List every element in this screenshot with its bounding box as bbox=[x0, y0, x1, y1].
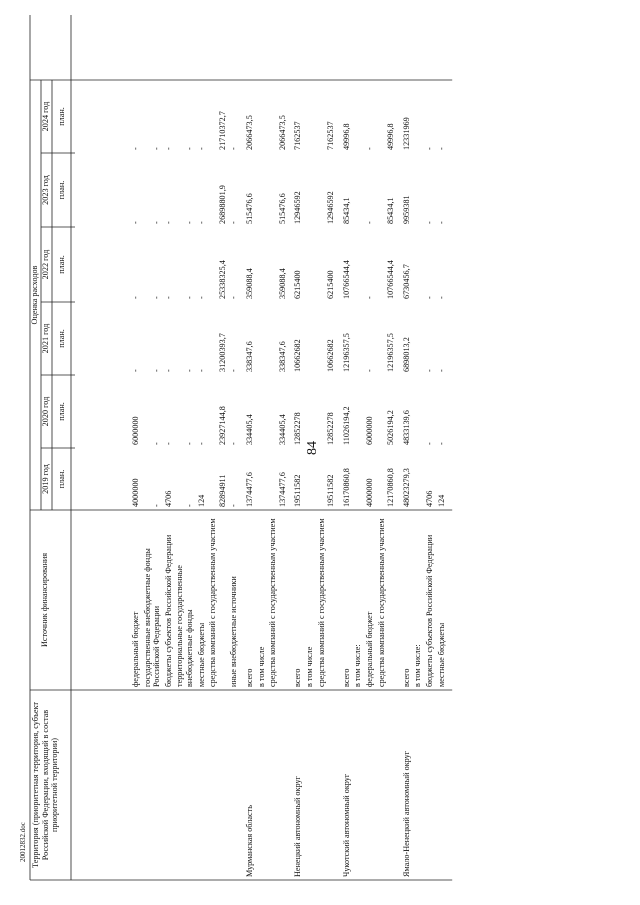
value-cell: 21710372,7 bbox=[217, 111, 227, 150]
value-cell: - bbox=[425, 221, 434, 224]
value-cell: - bbox=[229, 296, 239, 299]
value-cell: - bbox=[131, 369, 140, 372]
value-cell: - bbox=[185, 147, 194, 150]
value-cell: - bbox=[196, 147, 206, 150]
plan-label: план. bbox=[57, 107, 66, 126]
value-cell: 49996,8 bbox=[341, 123, 351, 150]
plan-label: план. bbox=[57, 329, 66, 348]
source-cell: всего bbox=[293, 668, 303, 687]
value-cell: 19511582 bbox=[293, 474, 303, 507]
source-cell: средства компаний с государственным участием bbox=[316, 518, 326, 687]
expenditure-table bbox=[30, 15, 615, 880]
source-cell: средства компаний с государственным участием bbox=[376, 518, 386, 687]
territory-cell: Ямало-Ненецкий автономный округ bbox=[401, 750, 411, 877]
value-cell: - bbox=[131, 296, 140, 299]
value-cell: 9959381 bbox=[401, 195, 411, 224]
value-cell: 49996,8 bbox=[386, 123, 396, 150]
value-cell: 4706 bbox=[425, 490, 434, 507]
plan-label: план. bbox=[57, 255, 66, 274]
value-cell: 12852278 bbox=[326, 412, 336, 445]
value-cell: - bbox=[229, 504, 239, 507]
value-cell: 10662682 bbox=[293, 339, 303, 372]
source-cell: всего bbox=[245, 668, 254, 687]
value-cell: 23927144,8 bbox=[217, 406, 227, 445]
value-cell: - bbox=[131, 147, 140, 150]
value-cell: - bbox=[229, 221, 239, 224]
source-cell: бюджеты субъектов Российской Федерации bbox=[163, 534, 173, 687]
value-cell: 25338325,4 bbox=[217, 260, 227, 299]
value-cell: 124 bbox=[196, 494, 206, 507]
value-cell: 334405,4 bbox=[277, 414, 287, 445]
value-cell: - bbox=[163, 442, 173, 445]
value-cell: 7162537 bbox=[326, 121, 336, 150]
value-cell: - bbox=[163, 147, 173, 150]
plan-label: план. bbox=[57, 469, 66, 489]
value-cell: - bbox=[425, 147, 434, 150]
source-cell: территориальные государственные внебюджетные фонды bbox=[175, 565, 194, 687]
source-header: Источник финансирования bbox=[40, 553, 49, 648]
source-cell: в том числе bbox=[256, 646, 266, 687]
page-number: 84 bbox=[305, 441, 320, 455]
source-cell: всего bbox=[341, 668, 351, 687]
value-cell: - bbox=[436, 221, 446, 224]
value-cell: - bbox=[365, 221, 374, 224]
value-cell: 334405,4 bbox=[245, 414, 254, 445]
table-grid bbox=[30, 15, 615, 880]
year-header-2021: 2021 год bbox=[41, 323, 50, 354]
value-cell: 12196357,5 bbox=[341, 333, 351, 372]
plan-label: план. bbox=[57, 180, 66, 200]
value-cell: - bbox=[163, 221, 173, 224]
source-cell: в том числе bbox=[305, 646, 314, 687]
value-cell: - bbox=[185, 369, 194, 372]
value-cell: - bbox=[436, 296, 446, 299]
value-cell: 359088,4 bbox=[277, 268, 287, 299]
value-cell: - bbox=[196, 221, 206, 224]
plan-label: план. bbox=[57, 402, 66, 421]
value-cell: 4706 bbox=[163, 490, 173, 507]
value-cell: - bbox=[185, 296, 194, 299]
value-cell: 4000000 bbox=[365, 478, 374, 507]
value-cell: - bbox=[425, 296, 434, 299]
value-cell: - bbox=[425, 369, 434, 372]
value-cell: 6215400 bbox=[326, 270, 336, 299]
value-cell: - bbox=[436, 369, 446, 372]
year-header-2024: 2024 год bbox=[41, 101, 50, 132]
value-cell: - bbox=[365, 147, 374, 150]
value-cell: 6898013,2 bbox=[401, 337, 411, 372]
value-cell: - bbox=[196, 296, 206, 299]
value-cell: 359088,4 bbox=[245, 268, 254, 299]
value-cell: 4833139,6 bbox=[401, 410, 411, 445]
territory-cell: Мурманская область bbox=[245, 805, 254, 877]
value-cell: - bbox=[152, 369, 162, 372]
source-cell: федеральный бюджет bbox=[131, 611, 140, 687]
value-cell: - bbox=[436, 442, 446, 445]
value-cell: 4000000 bbox=[131, 478, 140, 507]
value-cell: - bbox=[196, 442, 206, 445]
value-cell: 5026194,2 bbox=[386, 410, 396, 445]
value-cell: 515476,6 bbox=[245, 193, 254, 224]
value-cell: - bbox=[152, 147, 162, 150]
value-cell: - bbox=[229, 442, 239, 445]
value-cell: 19511582 bbox=[326, 474, 336, 507]
value-cell: - bbox=[229, 147, 239, 150]
value-cell: 12170860,8 bbox=[386, 468, 396, 507]
value-cell: 82894911 bbox=[217, 474, 227, 507]
year-header-2020: 2020 год bbox=[41, 396, 50, 427]
source-cell: средства компаний с государственным участием bbox=[268, 518, 278, 687]
value-cell: 10662682 bbox=[326, 339, 336, 372]
value-cell: 26898801,9 bbox=[217, 185, 227, 224]
source-cell: федеральный бюджет bbox=[365, 611, 374, 687]
value-cell: - bbox=[152, 296, 162, 299]
value-cell: 48023279,3 bbox=[401, 468, 411, 507]
territory-cell: Чукотский автономный округ bbox=[341, 773, 351, 877]
value-cell: - bbox=[152, 442, 162, 445]
value-cell: - bbox=[365, 369, 374, 372]
estimate-header: Оценка расходов bbox=[30, 265, 39, 325]
value-cell: - bbox=[196, 369, 206, 372]
value-cell: 11026194,2 bbox=[341, 406, 351, 445]
value-cell: 12946592 bbox=[293, 191, 303, 224]
value-cell: 10766544,4 bbox=[341, 260, 351, 299]
source-cell: местные бюджеты bbox=[196, 622, 206, 687]
document-code: 20012832.doc bbox=[19, 822, 27, 862]
value-cell: - bbox=[185, 442, 194, 445]
source-cell: местные бюджеты bbox=[436, 622, 446, 687]
value-cell: - bbox=[365, 296, 374, 299]
value-cell: - bbox=[229, 369, 239, 372]
value-cell: 12946592 bbox=[326, 191, 336, 224]
territory-cell: Ненецкий автономный округ bbox=[293, 776, 303, 877]
year-header-2019: 2019 год bbox=[41, 464, 50, 494]
value-cell: 1374477,6 bbox=[245, 472, 254, 507]
value-cell: - bbox=[163, 369, 173, 372]
value-cell: - bbox=[425, 442, 434, 445]
value-cell: - bbox=[152, 221, 162, 224]
value-cell: 7162537 bbox=[293, 121, 303, 150]
source-cell: бюджеты субъектов Российской Федерации bbox=[425, 534, 434, 687]
value-cell: - bbox=[163, 296, 173, 299]
source-cell: в том числе: bbox=[413, 644, 423, 687]
source-cell: всего bbox=[401, 668, 411, 687]
value-cell: 2066473,5 bbox=[245, 115, 254, 150]
value-cell: 124 bbox=[436, 494, 446, 507]
value-cell: 515476,6 bbox=[277, 193, 287, 224]
value-cell: 6730456,7 bbox=[401, 264, 411, 299]
value-cell: 2066473,5 bbox=[277, 115, 287, 150]
value-cell: 6000000 bbox=[365, 416, 374, 445]
value-cell: 1374477,6 bbox=[277, 472, 287, 507]
value-cell: 12196357,5 bbox=[386, 333, 396, 372]
source-cell: средства компаний с государственным участием bbox=[208, 518, 218, 687]
value-cell: 12852278 bbox=[293, 412, 303, 445]
value-cell: 85434,1 bbox=[386, 197, 396, 224]
year-header-2022: 2022 год bbox=[41, 249, 50, 280]
source-cell: в том числе: bbox=[353, 644, 363, 687]
value-cell: 6215400 bbox=[293, 270, 303, 299]
source-cell: иные внебюджетные источники bbox=[229, 576, 239, 687]
territory-header: Территория (приоритетная территория, субъект Российской Федерации, входящий в состав приоритетной территории) bbox=[31, 702, 60, 868]
value-cell: 6000000 bbox=[131, 416, 140, 445]
source-cell: государственные внебюджетные фонды Российской Федерации bbox=[142, 548, 162, 687]
value-cell: 85434,1 bbox=[341, 197, 351, 224]
value-cell: 338347,6 bbox=[277, 341, 287, 372]
value-cell: - bbox=[152, 504, 162, 507]
value-cell: - bbox=[131, 221, 140, 224]
value-cell: 338347,6 bbox=[245, 341, 254, 372]
value-cell: - bbox=[436, 147, 446, 150]
value-cell: - bbox=[185, 221, 194, 224]
value-cell: 31200393,7 bbox=[217, 333, 227, 372]
value-cell: - bbox=[185, 504, 194, 507]
value-cell: 16170860,8 bbox=[341, 468, 351, 507]
value-cell: 10766544,4 bbox=[386, 260, 396, 299]
value-cell: 12331969 bbox=[401, 117, 411, 150]
year-header-2023: 2023 год bbox=[41, 175, 50, 205]
